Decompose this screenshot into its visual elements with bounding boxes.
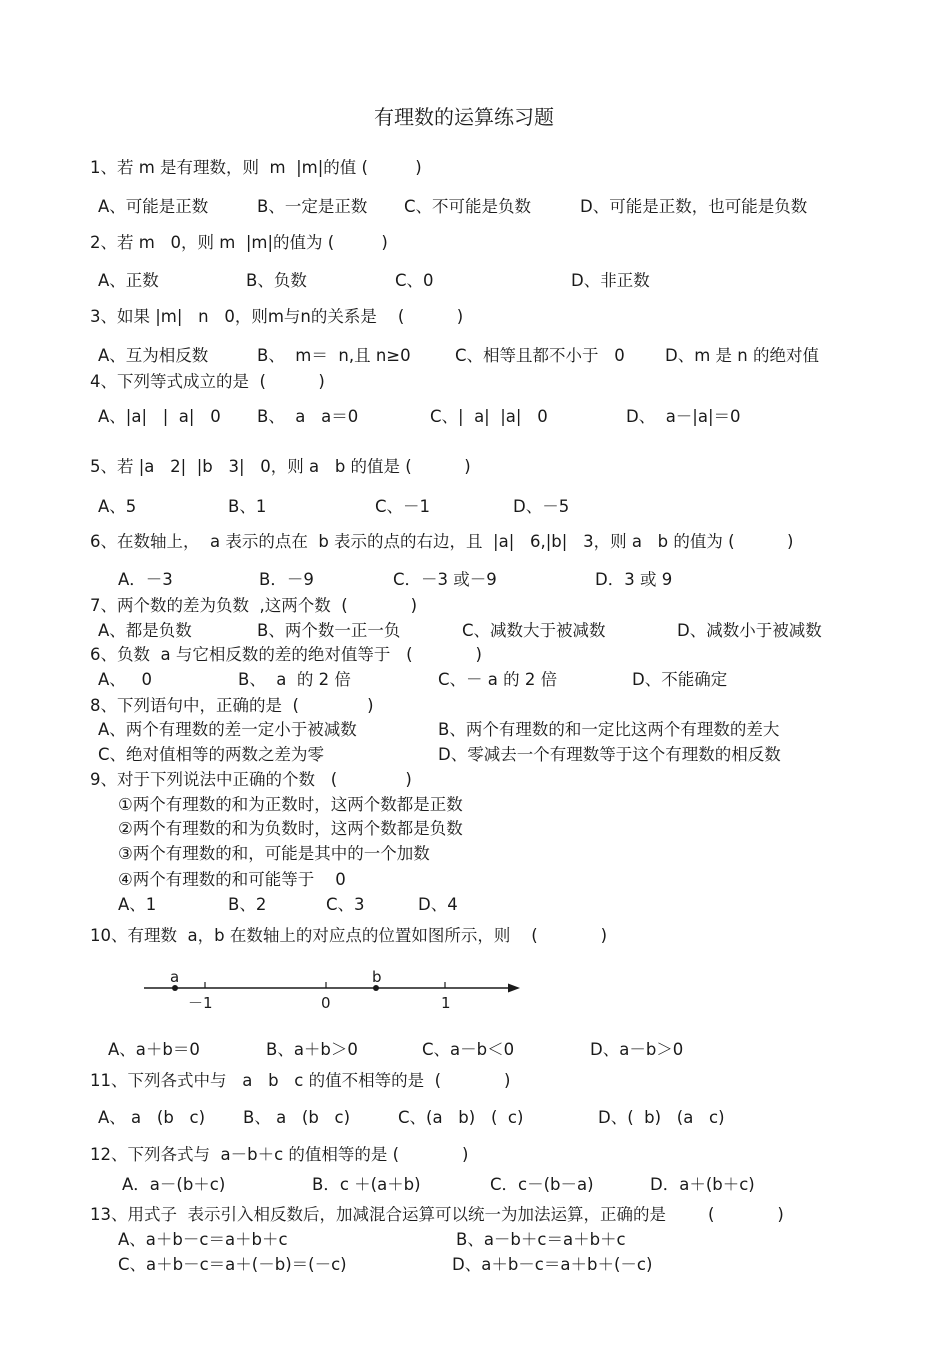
q12-option-c: C．c－(b－a) <box>490 1175 594 1194</box>
q5-option-d: D、－5 <box>513 497 570 516</box>
q7-option-b: B、两个数一正一负 <box>257 621 401 640</box>
q12-stem: 12、下列各式与 a－b＋c 的值相等的是 ( ) <box>90 1145 469 1164</box>
q5-option-b: B、1 <box>228 497 267 516</box>
q11-option-c: C、(a b) ( c) <box>398 1108 524 1127</box>
q5-option-c: C、－1 <box>375 497 431 516</box>
q11-option-b: B、 a (b c) <box>243 1108 351 1127</box>
q3-option-a: A、互为相反数 <box>98 346 209 365</box>
q9-statement-1: ①两个有理数的和为正数时，这两个数都是正数 <box>118 795 463 814</box>
q3-stem: 3、如果 |m| n 0，则m与n的关系是 ( ) <box>90 307 464 326</box>
point-a-label: a <box>170 968 180 986</box>
q6-option-d: D．3 或 9 <box>595 570 673 589</box>
q8-stem: 8、下列语句中，正确的是 ( ) <box>90 696 374 715</box>
tick-label-0: 0 <box>321 994 331 1012</box>
q1-option-c: C、不可能是负数 <box>404 197 532 216</box>
q7-option-a: A、都是负数 <box>98 621 192 640</box>
q1-option-a: A、可能是正数 <box>98 197 209 216</box>
page-title: 有理数的运算练习题 <box>374 105 554 129</box>
q2-option-d: D、非正数 <box>571 271 650 290</box>
q9-statement-3: ③两个有理数的和，可能是其中的一个加数 <box>118 844 430 863</box>
q4-option-d: D、 a－|a|＝0 <box>626 407 741 426</box>
q9-option-b: B、2 <box>228 895 267 914</box>
q3-option-d: D、m 是 n 的绝对值 <box>665 346 819 365</box>
q9-stem: 9、对于下列说法中正确的个数 ( ) <box>90 770 412 789</box>
q6b-option-c: C、－ a 的 2 倍 <box>438 670 558 689</box>
q6-option-b: B．－9 <box>259 570 314 589</box>
q6-option-a: A．－3 <box>118 570 173 589</box>
q13-option-a: A、a＋b－c＝a＋b＋c <box>118 1230 288 1249</box>
q3-option-b: B、 m＝ n,且 n≥0 <box>257 346 411 365</box>
q2-option-b: B、负数 <box>246 271 307 290</box>
q10-stem: 10、有理数 a，b 在数轴上的对应点的位置如图所示，则 ( ) <box>90 926 608 945</box>
q13-option-d: D、a＋b－c＝a＋b＋(－c) <box>452 1255 653 1274</box>
q2-option-a: A、正数 <box>98 271 159 290</box>
q6b-option-a: A、 0 <box>98 670 153 689</box>
q9-statement-2: ②两个有理数的和为负数时，这两个数都是负数 <box>118 819 463 838</box>
q8-option-a: A、两个有理数的差一定小于被减数 <box>98 720 357 739</box>
q4-option-c: C、| a| |a| 0 <box>430 407 548 426</box>
q4-option-b: B、 a a＝0 <box>257 407 359 426</box>
q6-option-c: C．－3 或－9 <box>393 570 497 589</box>
q1-option-b: B、一定是正数 <box>257 197 368 216</box>
q5-option-a: A、5 <box>98 497 137 516</box>
number-line-diagram <box>140 966 530 1016</box>
q3-option-c: C、相等且都不小于 0 <box>455 346 625 365</box>
q5-stem: 5、若 |a 2| |b 3| 0，则 a b 的值是 ( ) <box>90 457 471 476</box>
q4-option-a: A、|a| | a| 0 <box>98 407 221 426</box>
q13-option-c: C、a＋b－c＝a＋(－b)＝(－c) <box>118 1255 347 1274</box>
point-b-label: b <box>372 968 382 986</box>
q6b-stem: 6、负数 a 与它相反数的差的绝对值等于 ( ) <box>90 645 482 664</box>
tick-label-1: 1 <box>441 994 451 1012</box>
q8-option-d: D、零减去一个有理数等于这个有理数的相反数 <box>438 745 781 764</box>
q8-option-b: B、两个有理数的和一定比这两个有理数的差大 <box>438 720 780 739</box>
q7-option-c: C、减数大于被减数 <box>462 621 606 640</box>
q2-option-c: C、0 <box>395 271 434 290</box>
q8-option-c: C、绝对值相等的两数之差为零 <box>98 745 325 764</box>
q11-stem: 11、下列各式中与 a b c 的值不相等的是 ( ) <box>90 1071 511 1090</box>
q6-stem: 6、在数轴上， a 表示的点在 b 表示的点的右边，且 |a| 6,|b| 3，则 a b 的值为 ( ) <box>90 532 794 551</box>
q11-option-d: D、( b) (a c) <box>598 1108 725 1127</box>
q2-stem: 2、若 m 0，则 m |m|的值为 ( ) <box>90 233 388 252</box>
q9-option-c: C、3 <box>326 895 365 914</box>
q13-stem: 13、用式子 表示引入相反数后，加减混合运算可以统一为加法运算，正确的是 ( ) <box>90 1205 784 1224</box>
q9-option-d: D、4 <box>418 895 458 914</box>
q9-option-a: A、1 <box>118 895 157 914</box>
q4-stem: 4、下列等式成立的是 ( ) <box>90 372 325 391</box>
tick-label-minus-1: －1 <box>188 994 213 1012</box>
q6b-option-b: B、 a 的 2 倍 <box>238 670 351 689</box>
q1-stem: 1、若 m 是有理数，则 m |m|的值 ( ) <box>90 158 422 177</box>
q12-option-b: B．c ＋(a＋b) <box>312 1175 421 1194</box>
q12-option-a: A．a－(b＋c) <box>122 1175 226 1194</box>
q7-option-d: D、减数小于被减数 <box>677 621 822 640</box>
q10-option-a: A、a＋b＝0 <box>108 1040 200 1059</box>
q10-option-b: B、a＋b＞0 <box>266 1040 358 1059</box>
q7-stem: 7、两个数的差为负数 ,这两个数 ( ) <box>90 596 418 615</box>
q9-statement-4: ④两个有理数的和可能等于 0 <box>118 870 346 889</box>
q6b-option-d: D、不能确定 <box>632 670 728 689</box>
q12-option-d: D．a＋(b＋c) <box>650 1175 755 1194</box>
q11-option-a: A、 a (b c) <box>98 1108 206 1127</box>
q1-option-d: D、可能是正数，也可能是负数 <box>580 197 808 216</box>
number-line-arrow <box>508 984 520 993</box>
q10-option-d: D、a－b＞0 <box>590 1040 684 1059</box>
q10-option-c: C、a－b＜0 <box>422 1040 515 1059</box>
q13-option-b: B、a－b＋c＝a＋b＋c <box>456 1230 626 1249</box>
